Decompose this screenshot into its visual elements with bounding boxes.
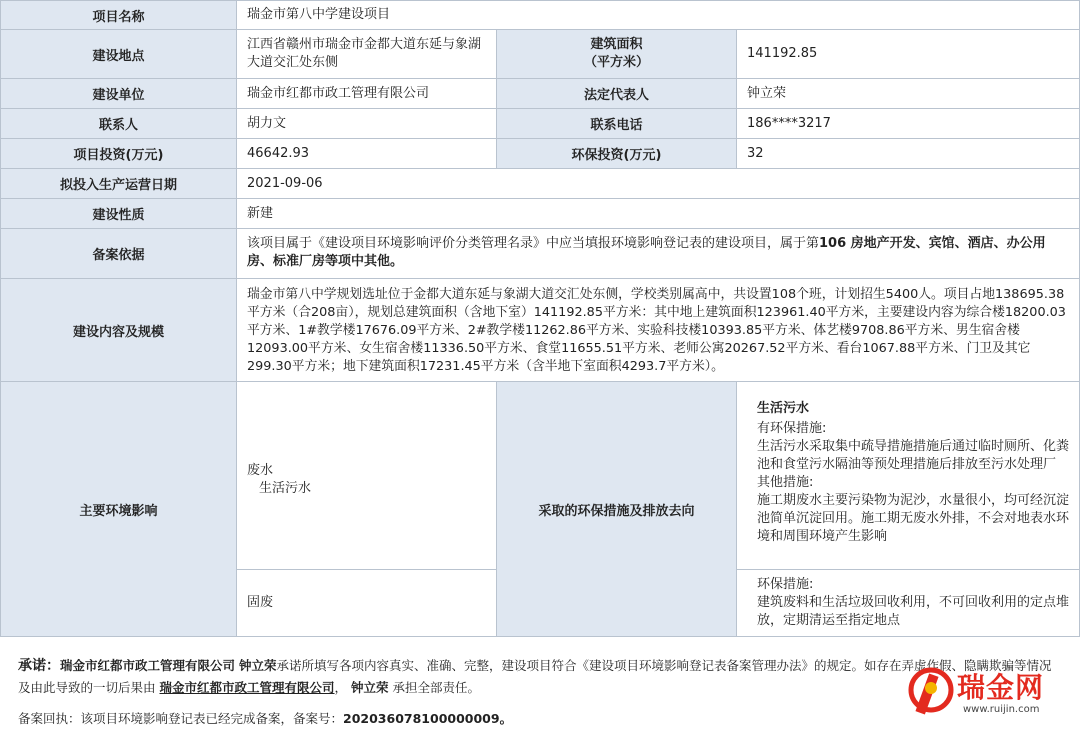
solid-waste-label: 固废 (247, 595, 274, 610)
measures-solid-t: 建筑废料和生活垃圾回收利用，不可回收利用的定点堆放，定期清运至指定地点 (757, 595, 1070, 628)
value-basis (236, 228, 1080, 279)
value-location: 江西省赣州市瑞金市金都大道东延与象湖大道交汇处东侧 (236, 29, 497, 79)
label-content: 建设内容及规模 (0, 278, 237, 382)
basis-category: 106 房地产开发、宾馆、酒店、办公用房、标准厂房等项中其他。 (247, 236, 1046, 269)
promise-person2: 钟立荣 (351, 680, 389, 695)
cell-measures-water (736, 381, 1080, 570)
value-unit: 瑞金市红都市政工管理有限公司 (236, 78, 497, 109)
label-phone: 联系电话 (496, 108, 737, 139)
value-phone: 186****3217 (736, 108, 1080, 139)
label-legal-rep: 法定代表人 (496, 78, 737, 109)
promise-label: 承诺： (18, 658, 60, 674)
logo-url: www.ruijin.com (963, 704, 1040, 715)
promise-company2: 瑞金市红都市政工管理有限公司 (159, 680, 335, 695)
promise-person: 钟立荣 (239, 658, 277, 673)
label-investment: 项目投资(万元) (0, 138, 237, 169)
label-contact: 联系人 (0, 108, 237, 139)
cell-solid-waste (236, 569, 497, 637)
measures-water-h2: 其他措施: (757, 475, 814, 490)
label-env-investment: 环保投资(万元) (496, 138, 737, 169)
receipt-number: 20203607810000000​9。 (343, 711, 513, 726)
promise-company: 瑞金市红都市政工管理有限公司 (60, 658, 236, 673)
value-production-date: 2021-09-06 (236, 168, 1080, 199)
label-area-line1: 建筑面积 (590, 37, 643, 52)
value-contact: 胡力文 (236, 108, 497, 139)
value-env-investment: 32 (736, 138, 1080, 169)
cell-measures-solid (736, 569, 1080, 637)
value-legal-rep: 钟立荣 (736, 78, 1080, 109)
promise-text: 承诺所填写各项内容真实、准确、完整，建设项目符合《建设项目环境影响登记表备案管理办法》的规定。如存在弄虚作假、隐瞒欺骗等情况及由此导致的一切后果由 (18, 658, 1052, 695)
label-nature: 建设性质 (0, 198, 237, 229)
label-area (496, 29, 737, 79)
value-area: 141192.85 (736, 29, 1080, 79)
value-content: 瑞金市第八中学规划选址位于金都大道东延与象湖大道交汇处东侧，学校类别属高中，共设置108个班，计划招生5400人。项目占地138695.38平方米（合208亩），规划总建筑面积（含地下室）141192.85平方米：其中地上建筑面积123961.40平方米，主要建设内容为综合楼18200.03平方米、1#教学楼17676.09平方米、2#教学楼11262.86平方米、实验科技楼10393.85平方米、体艺楼9708.86平方米、男生宿舍楼12093.00平方米、女生宿舍楼11336.50平方米、食堂11655.51平方米、老师公寓20267.52平方米、看台1067.88平方米、门卫及其它299.30平方米；地下建筑面积17231.45平方米（含半地下室面积4293.7平方米）。 (236, 278, 1080, 382)
label-unit: 建设单位 (0, 78, 237, 109)
measures-water-t1: 生活污水采取集中疏导措施措施后通过临时厕所、化粪池和食堂污水隔油等预处理措施后排放至污水处理厂 (757, 439, 1070, 472)
measures-solid-h: 环保措施: (757, 577, 814, 592)
wastewater-sub: 生活污水 (259, 481, 312, 496)
receipt-text: 备案回执：该项目环境影响登记表已经完成备案，备案号： (18, 711, 344, 726)
value-nature: 新建 (236, 198, 1080, 229)
wastewater-label: 废水 (247, 463, 274, 478)
cell-wastewater (236, 381, 497, 570)
basis-text: 该项目属于《建设项目环境影响评价分类管理名录》中应当填报环境影响登记表的建设项目，属于第 (247, 236, 820, 251)
label-area-line2: （平方米） (583, 55, 649, 70)
ruijin-logo (905, 664, 1075, 720)
value-project-name: 瑞金市第八中学建设项目 (236, 0, 1080, 30)
label-project-name: 项目名称 (0, 0, 237, 30)
promise-statement: 承诺：瑞金市红都市政工管理有限公司 钟立荣承诺所填写各项内容真实、准确、完整，建设项目符合《建设项目环境影响登记表备案管理办法》的规定。如存在弄虚作假、隐瞒欺骗等情况及由此导致的一切后果由 瑞金市红都市政工管理有限公司， 钟立荣 承担全部责任。 (18, 658, 1052, 695)
measures-water-title: 生活污水 (757, 401, 810, 416)
label-env-impact: 主要环境影响 (0, 381, 237, 637)
measures-water-t2: 施工期废水主要污染物为泥沙，水量很小，均可经沉淀池简单沉淀回用。施工期无废水外排，不会对地表水环境和周围环境产生影响 (757, 493, 1070, 544)
label-location: 建设地点 (0, 29, 237, 79)
measures-water-h1: 有环保措施: (757, 421, 827, 436)
logo-name: 瑞金网 (957, 671, 1045, 704)
value-investment: 46642.93 (236, 138, 497, 169)
label-basis: 备案依据 (0, 228, 237, 279)
promise-end: 承担全部责任。 (392, 680, 481, 695)
label-measures: 采取的环保措施及排放去向 (496, 381, 737, 637)
label-production-date: 拟投入生产运营日期 (0, 168, 237, 199)
